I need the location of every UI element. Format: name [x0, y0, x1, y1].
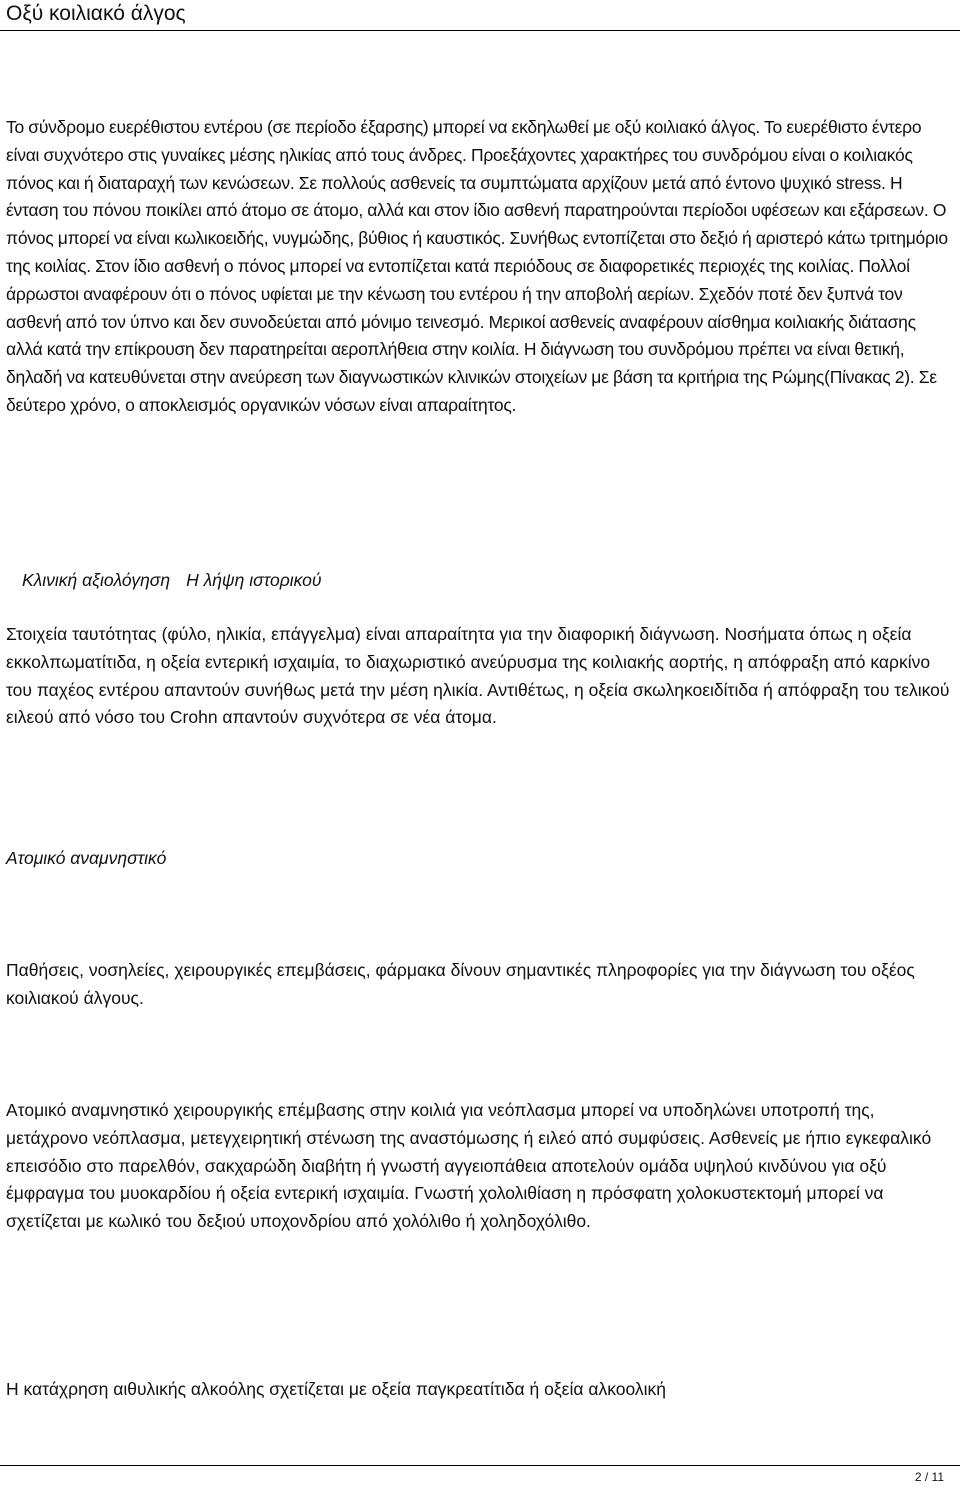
page-number: 2 / 11 — [914, 1470, 944, 1484]
page-title: Οξύ κοιλιακό άλγος — [6, 2, 186, 25]
history-paragraph: Παθήσεις, νοσηλείες, χειρουργικές επεμβάσεις, φάρμακα δίνουν σημαντικές πληροφορίες για την διάγνωση του οξέος κοιλιακού άλγους. — [6, 960, 915, 1008]
surgery-paragraph: Ατομικό αναμνηστικό χειρουργικής επέμβασης στην κοιλιά για νεόπλασμα μπορεί να υποδηλώνει υποτροπή της, μετάχρονο νεόπλασμα, μετεγχειρητική στένωση της αναστόμωσης ή ειλεό από συμφύσεις. Ασθενείς με ήπιο εγκεφαλικό επεισόδιο στο παρελθόν, σακχαρώδη διαβήτη ή γνωστή αγγειοπάθεια αποτελούν ομάδα υψηλού κινδύνου για οξύ έμφραγμα του μυοκαρδίου ή οξεία εντερική ισχαιμία. Γνωστή χολολιθίαση η πρόσφατη χολοκυστεκτομή μπορεί να σχετίζεται με κωλικό του δεξιού υποχονδρίου από χολόλιθο ή χοληδοχόλιθο. — [6, 1100, 932, 1232]
section-heading-right: Η λήψη ιστορικού — [186, 570, 322, 590]
intro-paragraph: Το σύνδρομο ευερέθιστου εντέρου (σε περίοδο έξαρσης) μπορεί να εκδηλωθεί με οξύ κοιλιακό άλγος. Το ευερέθιστο έντερο είναι συχνότερο στις γυναίκες μέσης ηλικίας από τους άνδρες. Προεξάχοντες χαρακτήρες του συνδρόμου είναι ο κοιλιακός πόνος και ή διαταραχή των κενώσεων. Σε πολλούς ασθενείς τα συμπτώματα αρχίζουν μετά από έντονο ψυχικό stress. Η ένταση του πόνου ποικίλει από άτομο σε άτομο, αλλά και στον ίδιο ασθενή παρατηρούνται περίοδοι υφέσεων και εξάρσεων. Ο πόνος μπορεί να είναι κωλικοειδής, νυγμώδης, βύθιος ή καυστικός. Συνήθως εντοπίζεται στο δεξιό ή αριστερό κάτω τριτημόριο της κοιλίας. Στον ίδιο ασθενή ο πόνος μπορεί να εντοπίζεται κατά περιόδους σε διαφορετικές περιοχές της κοιλίας. Πολλοί άρρωστοι αναφέρουν ότι ο πόνος υφίεται με την κένωση του εντέρου ή την αποβολή αερίων. Σχεδόν ποτέ δεν ξυπνά τον ασθενή από τον ύπνο και δεν συνοδεύεται από μόνιμο τεινεσμό. Μερικοί ασθενείς αναφέρουν αίσθημα κοιλιακής διάτασης αλλά κατά την επίκρουση δεν παρατηρείται αεροπλήθεια στην κοιλία. Η διάγνωση του συνδρόμου πρέπει να είναι θετική, δηλαδή να κατευθύνεται στην ανεύρεση των διαγνωστικών κλινικών στοιχείων με βάση τα κριτήρια της Ρώμης(Πίνακας 2). Σε δεύτερο χρόνο, ο αποκλεισμός οργανικών νόσων είναι απαραίτητος. — [6, 117, 948, 415]
section-heading — [6, 567, 322, 594]
header-divider — [0, 30, 960, 31]
history-heading: Ατομικό αναμνηστικό — [6, 848, 167, 868]
identity-paragraph: Στοιχεία ταυτότητας (φύλο, ηλικία, επάγγελμα) είναι απαραίτητα για την διαφορική διάγνωση. Νοσήματα όπως η οξεία εκκολπωματίτιδα, η οξεία εντερική ισχαιμία, το διαχωριστικό ανεύρυσμα της κοιλιακής αορτής, η απόφραξη από καρκίνο του παχέος εντέρου απαντούν συνήθως μετά την μέση ηλικία. Αντιθέτως, η οξεία σκωληκοειδίτιδα ή απόφραξη του τελικού ειλεού από νόσο του Crohn απαντούν συχνότερα σε νέα άτομα. — [6, 624, 950, 728]
footer-divider — [0, 1465, 960, 1466]
section-heading-left: Κλινική αξιολόγηση — [22, 570, 171, 590]
alcohol-paragraph: Η κατάχρηση αιθυλικής αλκοόλης σχετίζεται με οξεία παγκρεατίτιδα ή οξεία αλκοολική — [6, 1379, 666, 1399]
